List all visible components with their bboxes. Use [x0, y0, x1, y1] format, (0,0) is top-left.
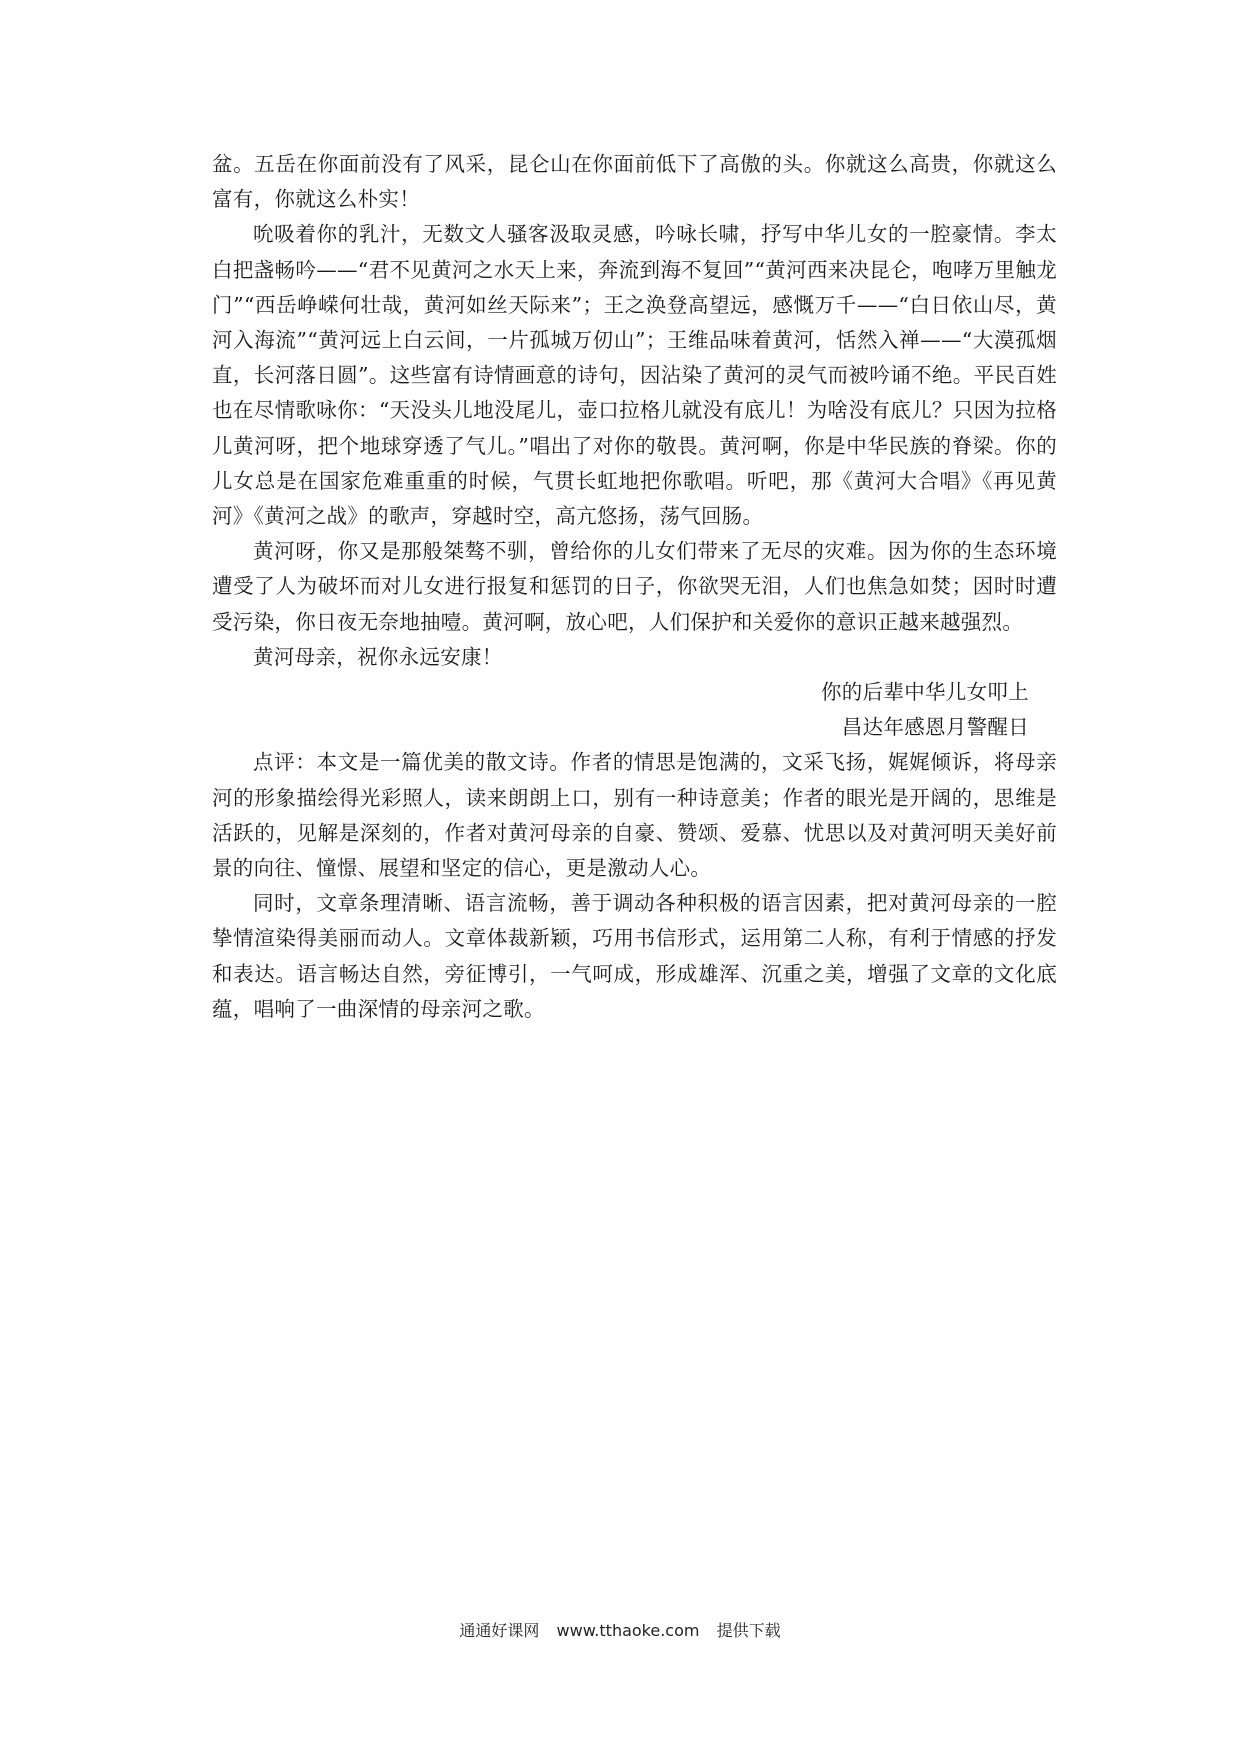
- document-page: [212, 147, 1057, 1027]
- footer-suffix: 提供下载: [716, 1621, 781, 1640]
- body-paragraph-2: 吮吸着你的乳汁，无数文人骚客汲取灵感，吟咏长啸，抒写中华儿女的一腔豪情。李太白把盏畅吟——“君不见黄河之水天上来，奔流到海不复回”“黄河西来决昆仑，咆哮万里触龙门”“西岳峥嵘何壮哉，黄河如丝天际来”；王之涣登高望远，感慨万千——“白日依山尽，黄河入海流”“黄河远上白云间，一片孤城万仞山”；王维品味着黄河，恬然入禅——“大漠孤烟直，长河落日圆”。这些富有诗情画意的诗句，因沾染了黄河的灵气而被吟诵不绝。平民百姓也在尽情歌咏你：“天没头儿地没尾儿，壶口拉格儿就没有底儿！为啥没有底儿？只因为拉格儿黄河呀，把个地球穿透了气儿。”唱出了对你的敬畏。黄河啊，你是中华民族的脊梁。你的儿女总是在国家危难重重的时候，气贯长虹地把你歌唱。听吧，那《黄河大合唱》《再见黄河》《黄河之战》的歌声，穿越时空，高亢悠扬，荡气回肠。: [212, 222, 1057, 529]
- comment-paragraph-2: 同时，文章条理清晰、语言流畅，善于调动各种积极的语言因素，把对黄河母亲的一腔挚情渲染得美丽而动人。文章体裁新颖，巧用书信形式，运用第二人称，有利于情感的抒发和表达。语言畅达自然，旁征博引，一气呵成，形成雄浑、沉重之美，增强了文章的文化底蕴，唱响了一曲深情的母亲河之歌。: [212, 891, 1057, 1021]
- signature-line-1: 你的后辈中华儿女叩上: [821, 680, 1029, 705]
- body-paragraph-1: 盆。五岳在你面前没有了风采，昆仑山在你面前低下了高傲的头。你就这么高贵，你就这么富有，你就这么朴实！: [212, 152, 1057, 212]
- comment-paragraph-1: 点评：本文是一篇优美的散文诗。作者的情思是饱满的，文采飞扬，娓娓倾诉，将母亲河的形象描绘得光彩照人，读来朗朗上口，别有一种诗意美；作者的眼光是开阔的，思维是活跃的，见解是深刻的，作者对黄河母亲的自豪、赞颂、爱慕、忧思以及对黄河明天美好前景的向往、憧憬、展望和坚定的信心，更是激动人心。: [212, 750, 1057, 881]
- footer-site-name: 通通好课网: [459, 1621, 540, 1640]
- signature-line-2: 昌达年感恩月警醒日: [841, 715, 1029, 740]
- body-paragraph-3: 黄河呀，你又是那般桀骜不驯，曾给你的儿女们带来了无尽的灾难。因为你的生态环境遭受了人为破坏而对儿女进行报复和惩罚的日子，你欲哭无泪，人们也焦急如焚；因时时遭受污染，你日夜无奈地抽噎。黄河啊，放心吧，人们保护和关爱你的意识正越来越强烈。: [212, 539, 1057, 634]
- page-footer: [0, 1618, 1240, 1641]
- body-paragraph-4: 黄河母亲，祝你永远安康！: [253, 644, 503, 669]
- footer-url: www.tthaoke.com: [556, 1621, 700, 1640]
